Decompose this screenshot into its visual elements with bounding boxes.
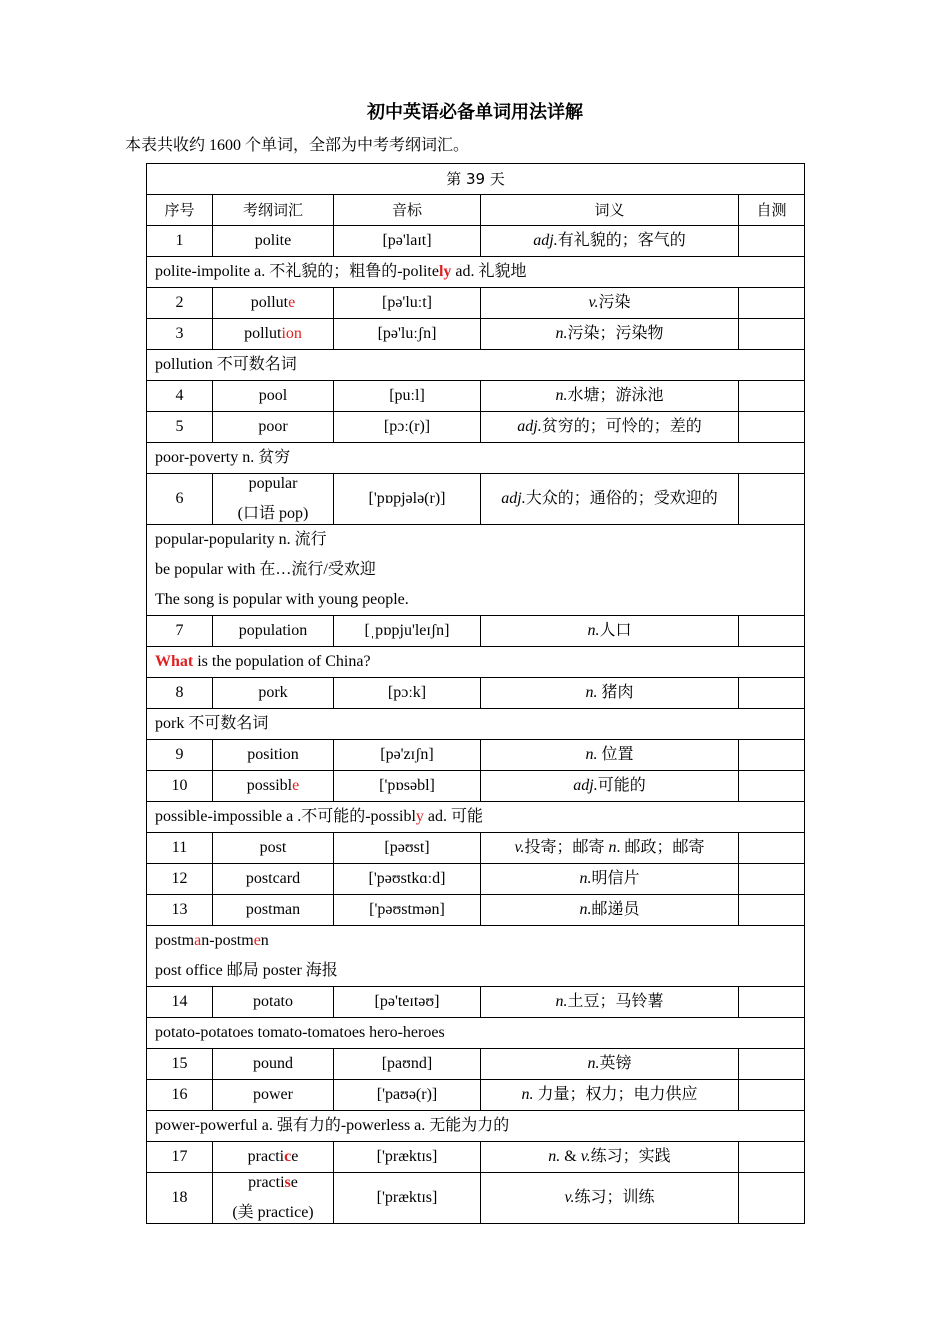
word-definition: [481, 319, 739, 350]
word-number: 7: [147, 616, 213, 647]
definition-text: 可能的: [597, 777, 646, 794]
definition-text: adj.: [517, 418, 542, 435]
definition-text: 力量；权力；电力供应: [533, 1086, 698, 1103]
note-text: is the population of China?: [193, 653, 371, 670]
definition-text: adj.: [533, 232, 558, 249]
definition-text: adj.: [501, 490, 526, 507]
headword-line: [221, 776, 325, 796]
headword-text: e: [292, 777, 300, 794]
usage-note: [147, 1111, 805, 1142]
self-test-cell: [739, 288, 805, 319]
header-word: 考纲词汇: [213, 195, 334, 226]
word-row: [147, 226, 805, 257]
self-test-cell: [739, 771, 805, 802]
headword-text: e: [290, 1174, 298, 1191]
headword-variant-text: (美 practice): [232, 1204, 314, 1221]
note-text: pollution 不可数名词: [155, 356, 297, 373]
headword-text: pool: [258, 387, 288, 404]
word-headword: [213, 833, 334, 864]
headword-line: [221, 293, 325, 313]
note-line: [155, 555, 796, 585]
definition-text: 练习；训练: [574, 1189, 655, 1206]
word-number: 3: [147, 319, 213, 350]
definition-text: n.: [587, 1055, 600, 1072]
word-headword: [213, 678, 334, 709]
word-number: 2: [147, 288, 213, 319]
self-test-cell: [739, 1173, 805, 1224]
note-line: [155, 802, 796, 832]
note-row: [147, 1018, 805, 1049]
definition-text: 有礼貌的；客气的: [557, 232, 686, 249]
note-text: y: [415, 808, 424, 825]
headword-line: [221, 474, 325, 494]
note-line: [155, 709, 796, 739]
word-row: [147, 616, 805, 647]
word-definition: [481, 226, 739, 257]
word-number: 18: [147, 1173, 213, 1224]
note-row: [147, 647, 805, 678]
word-definition: [481, 1049, 739, 1080]
note-text: n-postm: [201, 932, 254, 949]
self-test-cell: [739, 1080, 805, 1111]
word-definition: [481, 771, 739, 802]
word-phonetic: ['paʊə(r)]: [334, 1080, 481, 1111]
note-row: [147, 802, 805, 833]
note-text: postm: [155, 932, 195, 949]
headword-variant: [221, 1203, 325, 1223]
word-row: [147, 895, 805, 926]
self-test-cell: [739, 474, 805, 525]
definition-text: v.: [588, 294, 599, 311]
word-row: [147, 987, 805, 1018]
headword-text: e: [291, 1148, 299, 1165]
headword-variant-text: (口语 pop): [237, 505, 309, 522]
word-row: [147, 1049, 805, 1080]
note-row: [147, 926, 805, 987]
definition-text: n.: [548, 1148, 561, 1165]
note-line: [155, 956, 796, 986]
word-number: 13: [147, 895, 213, 926]
headword-line: [221, 1054, 325, 1074]
definition-text: 猪肉: [597, 684, 634, 701]
definition-text: 污染: [598, 294, 631, 311]
word-phonetic: ['præktɪs]: [334, 1173, 481, 1224]
definition-text: 邮递员: [591, 901, 640, 918]
word-phonetic: [pɔːk]: [334, 678, 481, 709]
headword-text: postcard: [245, 870, 301, 887]
word-phonetic: [pə'teɪtəʊ]: [334, 987, 481, 1018]
word-number: 9: [147, 740, 213, 771]
headword-line: [221, 683, 325, 703]
word-definition: [481, 616, 739, 647]
self-test-cell: [739, 381, 805, 412]
word-number: 10: [147, 771, 213, 802]
note-row: [147, 1111, 805, 1142]
word-phonetic: [puːl]: [334, 381, 481, 412]
note-row: [147, 709, 805, 740]
word-row: [147, 381, 805, 412]
definition-text: v.: [580, 1148, 591, 1165]
self-test-cell: [739, 740, 805, 771]
headword-text: c: [284, 1148, 292, 1165]
vocabulary-table: [146, 163, 805, 1224]
headword-line: [221, 621, 325, 641]
word-phonetic: [pə'zɪʃn]: [334, 740, 481, 771]
definition-text: n.: [585, 684, 598, 701]
note-text: n: [260, 932, 269, 949]
headword-line: [221, 324, 325, 344]
definition-text: n.: [587, 622, 600, 639]
word-number: 6: [147, 474, 213, 525]
self-test-cell: [739, 678, 805, 709]
headword-line: [221, 417, 325, 437]
note-text: pork 不可数名词: [155, 715, 269, 732]
word-number: 1: [147, 226, 213, 257]
self-test-cell: [739, 895, 805, 926]
headword-line: [221, 386, 325, 406]
word-headword: [213, 771, 334, 802]
definition-text: adj.: [573, 777, 598, 794]
word-number: 16: [147, 1080, 213, 1111]
headword-text: power: [253, 1086, 293, 1103]
word-phonetic: [pə'luːʃn]: [334, 319, 481, 350]
word-definition: [481, 864, 739, 895]
self-test-cell: [739, 1142, 805, 1173]
usage-note: [147, 709, 805, 740]
word-headword: [213, 1142, 334, 1173]
word-phonetic: ['pɒpjələ(r)]: [334, 474, 481, 525]
usage-note: [147, 1018, 805, 1049]
word-phonetic: [paʊnd]: [334, 1049, 481, 1080]
word-headword: [213, 895, 334, 926]
usage-note: [147, 802, 805, 833]
definition-text: n.: [579, 901, 592, 918]
word-definition: [481, 678, 739, 709]
headword-text: pound: [253, 1055, 293, 1072]
note-text: ad. 礼貌地: [451, 263, 527, 280]
self-test-cell: [739, 319, 805, 350]
headword-text: pollut: [250, 294, 289, 311]
day-row: [147, 164, 805, 195]
intro-text: 本表共收约 1600 个单词，全部为中考考纲词汇。: [125, 137, 470, 154]
word-number: 12: [147, 864, 213, 895]
note-text: be popular with 在…流行/受欢迎: [155, 561, 376, 578]
word-number: 4: [147, 381, 213, 412]
word-headword: [213, 381, 334, 412]
headword-text: popular: [248, 475, 298, 492]
headword-text: ion: [281, 325, 302, 342]
headword-line: [221, 1147, 325, 1167]
word-phonetic: [pɔː(r)]: [334, 412, 481, 443]
header-phonetic: 音标: [334, 195, 481, 226]
word-phonetic: [pə'laɪt]: [334, 226, 481, 257]
word-row: [147, 678, 805, 709]
word-headword: [213, 616, 334, 647]
headword-line: [221, 838, 325, 858]
word-number: 8: [147, 678, 213, 709]
word-definition: [481, 474, 739, 525]
word-row: [147, 1173, 805, 1224]
note-row: [147, 257, 805, 288]
headword-line: [221, 231, 325, 251]
headword-text: s: [284, 1174, 291, 1191]
definition-text: n: [608, 839, 617, 856]
word-headword: [213, 1173, 334, 1224]
headword-text: practi: [248, 1174, 285, 1191]
definition-text: 位置: [597, 746, 634, 763]
note-text: power-powerful a. 强有力的-powerless a. 无能为力的: [155, 1117, 510, 1134]
word-definition: [481, 288, 739, 319]
definition-text: 土豆；马铃薯: [567, 993, 664, 1010]
note-line: [155, 926, 796, 956]
definition-text: v.: [564, 1189, 575, 1206]
self-test-cell: [739, 833, 805, 864]
note-line: [155, 647, 796, 677]
note-line: [155, 1111, 796, 1141]
word-phonetic: ['præktɪs]: [334, 1142, 481, 1173]
word-phonetic: ['pəʊstkɑːd]: [334, 864, 481, 895]
note-text: possible-impossible a .不可能的-possibl: [155, 808, 416, 825]
headword-line: [221, 869, 325, 889]
note-text: poor-poverty n. 贫穷: [155, 449, 291, 466]
word-phonetic: ['pɒsəbl]: [334, 771, 481, 802]
usage-note: [147, 647, 805, 678]
self-test-cell: [739, 616, 805, 647]
word-definition: [481, 987, 739, 1018]
headword-text: e: [288, 294, 296, 311]
headword-text: possibl: [246, 777, 293, 794]
headword-variant: [221, 504, 325, 524]
definition-text: n.: [555, 993, 568, 1010]
definition-text: 练习；实践: [590, 1148, 671, 1165]
definition-text: 贫穷的；可怜的；差的: [541, 418, 702, 435]
definition-text: 投寄；邮寄: [524, 839, 609, 856]
self-test-cell: [739, 864, 805, 895]
note-text: The song is popular with young people.: [155, 591, 409, 608]
word-definition: [481, 1173, 739, 1224]
word-definition: [481, 412, 739, 443]
header-number: 序号: [147, 195, 213, 226]
headword-text: population: [238, 622, 308, 639]
headword-text: potato: [253, 993, 293, 1010]
word-number: 14: [147, 987, 213, 1018]
word-headword: [213, 1049, 334, 1080]
word-row: [147, 412, 805, 443]
word-number: 15: [147, 1049, 213, 1080]
word-phonetic: ['pəʊstmən]: [334, 895, 481, 926]
word-phonetic: [pə'luːt]: [334, 288, 481, 319]
note-text: What: [155, 653, 194, 670]
word-number: 5: [147, 412, 213, 443]
note-line: [155, 257, 796, 287]
word-row: [147, 833, 805, 864]
usage-note: [147, 350, 805, 381]
word-phonetic: [ˌpɒpju'leɪʃn]: [334, 616, 481, 647]
definition-text: 水塘；游泳池: [567, 387, 664, 404]
definition-text: n.: [555, 325, 568, 342]
note-row: [147, 350, 805, 381]
headword-text: postman: [245, 901, 301, 918]
word-row: [147, 319, 805, 350]
note-line: [155, 1018, 796, 1048]
usage-note: [147, 926, 805, 987]
word-row: [147, 1080, 805, 1111]
self-test-cell: [739, 987, 805, 1018]
definition-text: 英镑: [599, 1055, 632, 1072]
definition-text: n.: [579, 870, 592, 887]
note-line: [155, 525, 796, 555]
word-definition: [481, 833, 739, 864]
headword-line: [221, 1173, 325, 1193]
definition-text: &: [560, 1148, 581, 1165]
note-text: potato-potatoes tomato-tomatoes hero-heroes: [155, 1024, 445, 1041]
headword-line: [221, 900, 325, 920]
note-text: a: [194, 932, 202, 949]
definition-text: 大众的；通俗的；受欢迎的: [525, 490, 718, 507]
word-row: [147, 740, 805, 771]
headword-text: poor: [258, 418, 288, 435]
definition-text: 人口: [599, 622, 632, 639]
page-title: 初中英语必备单词用法详解: [367, 102, 583, 123]
note-text: ly: [438, 263, 452, 280]
self-test-cell: [739, 226, 805, 257]
word-row: [147, 1142, 805, 1173]
word-definition: [481, 1080, 739, 1111]
definition-text: 明信片: [591, 870, 640, 887]
usage-note: [147, 257, 805, 288]
word-row: [147, 288, 805, 319]
word-headword: [213, 319, 334, 350]
word-row: [147, 864, 805, 895]
word-headword: [213, 864, 334, 895]
word-definition: [481, 895, 739, 926]
note-row: [147, 443, 805, 474]
headword-text: post: [259, 839, 287, 856]
note-line: [155, 585, 796, 615]
note-text: polite-impolite a. 不礼貌的；粗鲁的-polite: [155, 263, 439, 280]
headword-line: [221, 992, 325, 1012]
definition-text: . 邮政；邮寄: [616, 839, 705, 856]
word-headword: [213, 474, 334, 525]
word-definition: [481, 740, 739, 771]
note-text: post office 邮局 poster 海报: [155, 962, 338, 979]
word-number: 17: [147, 1142, 213, 1173]
definition-text: 污染；污染物: [567, 325, 664, 342]
word-headword: [213, 987, 334, 1018]
headword-line: [221, 1085, 325, 1105]
definition-text: n.: [521, 1086, 534, 1103]
self-test-cell: [739, 412, 805, 443]
word-phonetic: [pəʊst]: [334, 833, 481, 864]
note-text: e: [253, 932, 261, 949]
headword-line: [221, 745, 325, 765]
definition-text: n.: [585, 746, 598, 763]
word-headword: [213, 740, 334, 771]
headword-text: position: [247, 746, 299, 763]
header-definition: 词义: [481, 195, 739, 226]
word-headword: [213, 412, 334, 443]
day-label: 第 39 天: [147, 164, 805, 195]
word-definition: [481, 381, 739, 412]
headword-text: practi: [247, 1148, 285, 1165]
note-line: [155, 443, 796, 473]
header-row: [147, 195, 805, 226]
header-self-test: 自测: [739, 195, 805, 226]
note-row: [147, 525, 805, 616]
word-number: 11: [147, 833, 213, 864]
headword-text: pork: [258, 684, 288, 701]
word-headword: [213, 226, 334, 257]
usage-note: [147, 525, 805, 616]
note-line: [155, 350, 796, 380]
headword-text: pollut: [244, 325, 282, 342]
word-definition: [481, 1142, 739, 1173]
word-row: [147, 771, 805, 802]
word-headword: [213, 1080, 334, 1111]
usage-note: [147, 443, 805, 474]
self-test-cell: [739, 1049, 805, 1080]
definition-text: v.: [514, 839, 525, 856]
definition-text: n.: [555, 387, 568, 404]
headword-text: polite: [254, 232, 292, 249]
note-text: popular-popularity n. 流行: [155, 531, 327, 548]
note-text: ad. 可能: [423, 808, 483, 825]
word-row: [147, 474, 805, 525]
word-headword: [213, 288, 334, 319]
